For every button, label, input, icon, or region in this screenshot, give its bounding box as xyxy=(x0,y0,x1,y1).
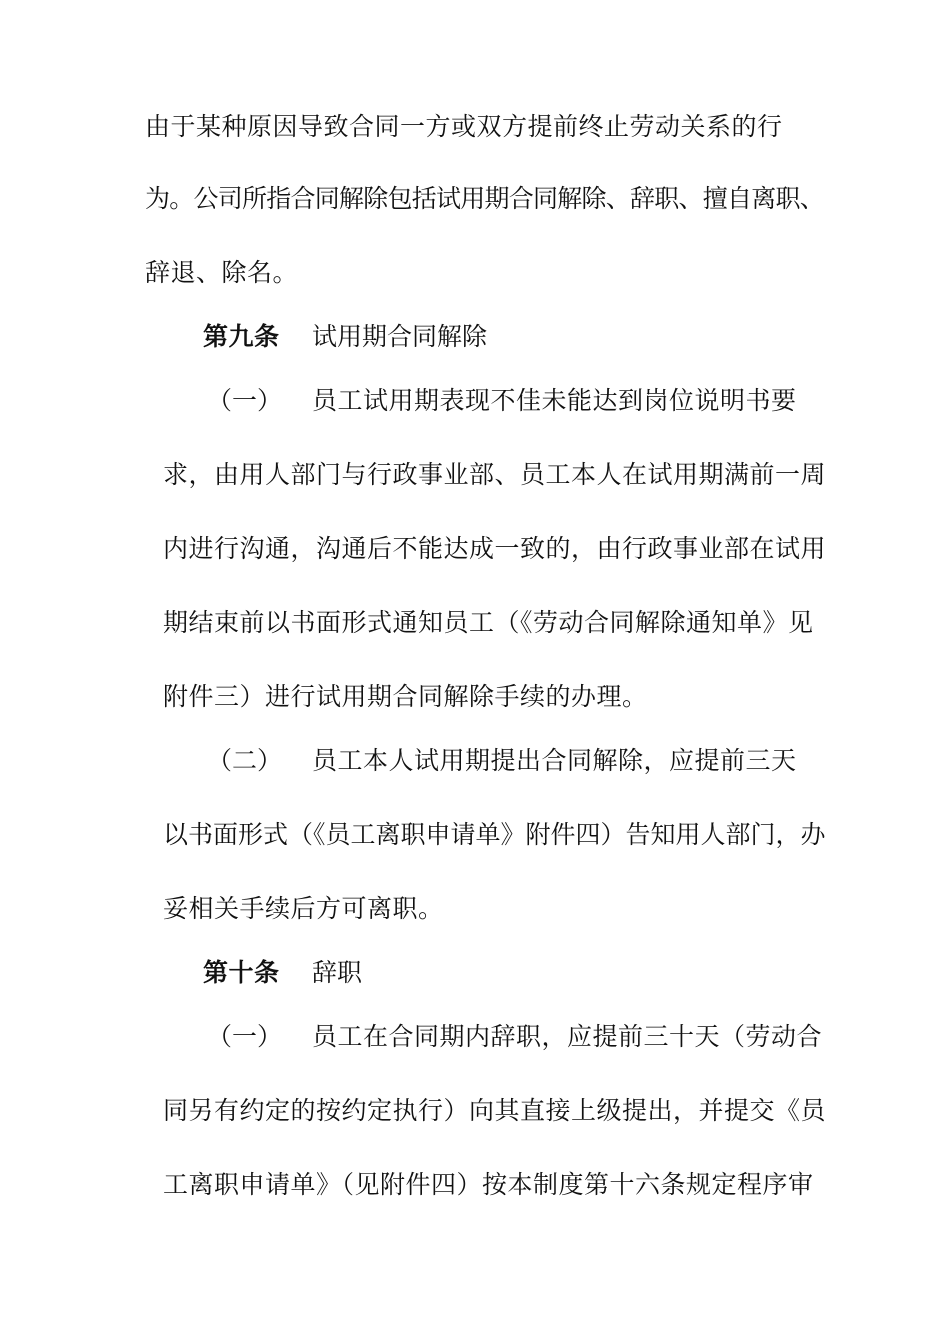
article-10-number: 第十条 xyxy=(203,958,280,987)
article-10-item-1-line-3: 工离职申请单》（见附件四）按本制度第十六条规定程序审 xyxy=(163,1170,814,1199)
intro-line-1: 由于某种原因导致合同一方或双方提前终止劳动关系的行 xyxy=(145,112,783,141)
article-9-item-1-number: （一） xyxy=(207,386,283,415)
article-10-item-1-line-1: 员工在合同期内辞职，应提前三十天（劳动合 xyxy=(312,1022,823,1051)
intro-line-3: 辞退、除名。 xyxy=(145,258,299,287)
article-9-item-1-line-2: 求，由用人部门与行政事业部、员工本人在试用期满前一周 xyxy=(163,460,827,489)
article-9-item-1-line-3: 内进行沟通，沟通后不能达成一致的，由行政事业部在试用 xyxy=(163,534,827,563)
article-9-item-2-line-1: 员工本人试用期提出合同解除，应提前三天 xyxy=(312,746,797,775)
article-9-item-2-line-3: 妥相关手续后方可离职。 xyxy=(163,894,444,923)
article-9-item-1-line-5: 附件三）进行试用期合同解除手续的办理。 xyxy=(163,682,648,711)
article-9-item-2-line-2: 以书面形式（《员工离职申请单》附件四）告知用人部门，办 xyxy=(163,820,826,849)
article-10-item-1-line-2: 同另有约定的按约定执行）向其直接上级提出，并提交《员 xyxy=(163,1096,827,1125)
article-10-item-1-number: （一） xyxy=(207,1022,283,1051)
intro-line-2: 为。公司所指合同解除包括试用期合同解除、辞职、擅自离职、 xyxy=(145,184,825,213)
article-9-number: 第九条 xyxy=(203,322,280,351)
article-9-title: 试用期合同解除 xyxy=(312,322,488,351)
article-9-item-1-line-4: 期结束前以书面形式通知员工（《劳动合同解除通知单》见 xyxy=(163,608,814,637)
article-10-title: 辞职 xyxy=(312,958,363,987)
article-9-item-1-line-1: 员工试用期表现不佳未能达到岗位说明书要 xyxy=(312,386,797,415)
article-9-item-2-number: （二） xyxy=(207,746,283,775)
